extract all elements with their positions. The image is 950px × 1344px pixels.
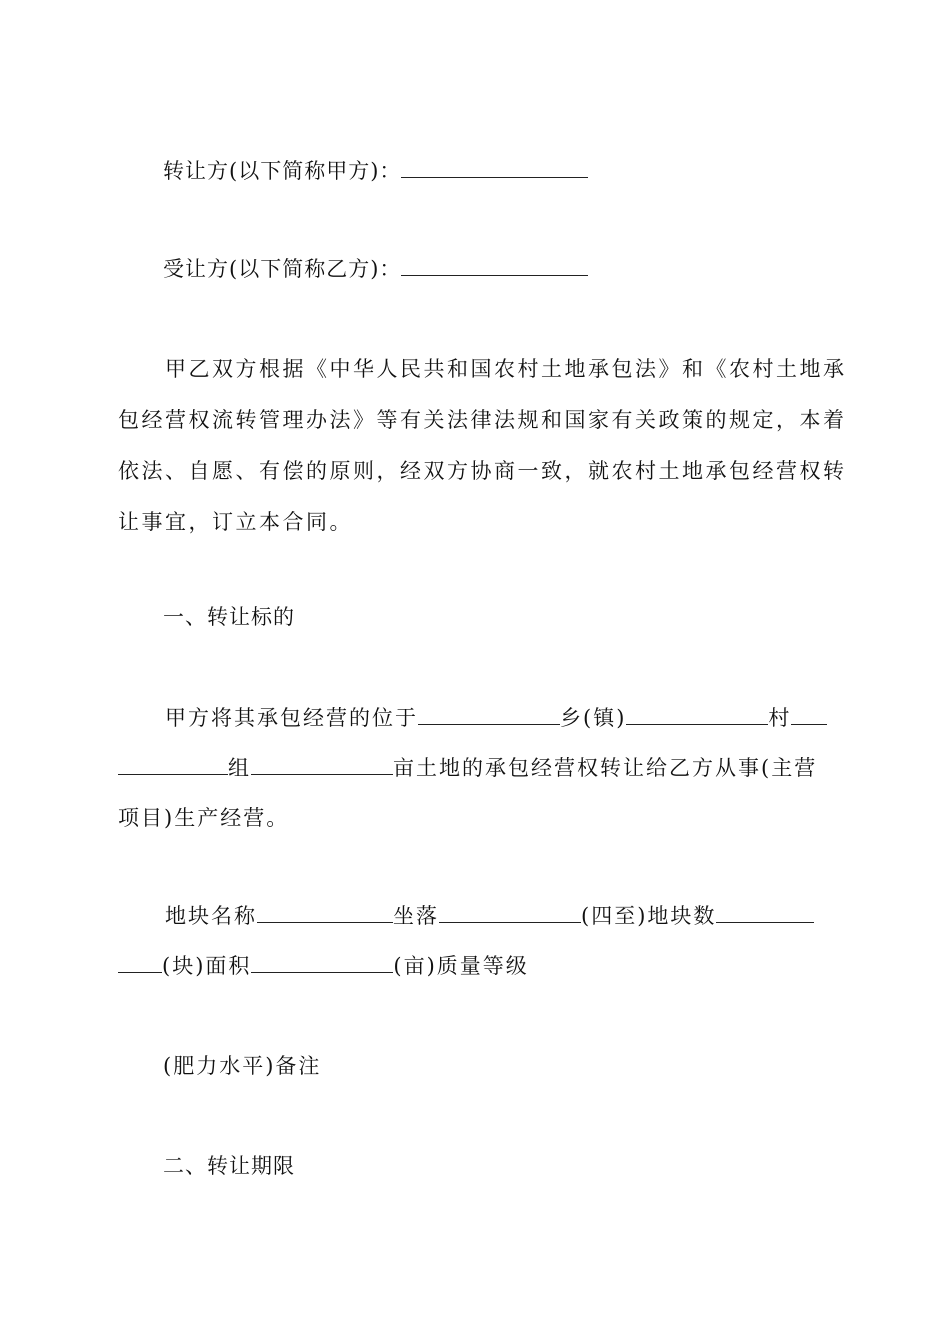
plot-name-blank [257, 904, 393, 923]
s1-p1-line-1 [165, 703, 827, 733]
s1-p2-line-1 [165, 901, 814, 931]
area-blank [251, 756, 393, 775]
area2-blank [251, 954, 393, 973]
s1-p1-township: 乡(镇) [560, 706, 627, 730]
plots-blank [716, 904, 814, 923]
s1-p1-line-2 [118, 753, 817, 783]
s1-p1-group: 组 [228, 756, 251, 780]
s1-p1-village: 村 [768, 706, 792, 730]
village-tail-blank [791, 706, 827, 725]
s1-p1-rest: 亩土地的承包经营权转让给乙方从事(主营 [393, 756, 818, 780]
party-a-blank [401, 159, 588, 178]
party-a-line [163, 156, 588, 186]
location-label: 坐落 [393, 904, 439, 928]
intro-line-4: 让事宜，订立本合同。 [118, 510, 353, 534]
s1-p1-prefix: 甲方将其承包经营的位于 [165, 706, 418, 730]
s1-p3-line: (肥力水平)备注 [163, 1054, 322, 1078]
location-blank [439, 904, 581, 923]
party-a-label: 转让方(以下简称甲方)： [163, 159, 402, 183]
section-1-heading: 一、转让标的 [163, 605, 295, 629]
s1-p1-line-3: 项目)生产经营。 [118, 806, 290, 830]
group-lead-blank [118, 756, 228, 775]
village-blank [626, 706, 768, 725]
boundaries-label: (四至)地块数 [581, 904, 717, 928]
plots-unit-label: (块)面积 [162, 954, 252, 978]
plots-tail-blank [118, 954, 162, 973]
mu-unit-label: (亩)质量等级 [393, 954, 529, 978]
intro-line-2: 包经营权流转管理办法》等有关法律法规和国家有关政策的规定，本着 [118, 408, 847, 432]
intro-line-1: 甲乙双方根据《中华人民共和国农村土地承包法》和《农村土地承 [165, 357, 847, 381]
s1-p2-line-2 [118, 951, 529, 981]
intro-line-3: 依法、自愿、有偿的原则，经双方协商一致，就农村土地承包经营权转 [118, 459, 847, 483]
party-b-label: 受让方(以下简称乙方)： [163, 257, 402, 281]
party-b-line [163, 254, 588, 284]
township-blank [418, 706, 560, 725]
plot-name-label: 地块名称 [165, 904, 257, 928]
party-b-blank [401, 257, 588, 276]
section-2-heading: 二、转让期限 [163, 1154, 295, 1178]
